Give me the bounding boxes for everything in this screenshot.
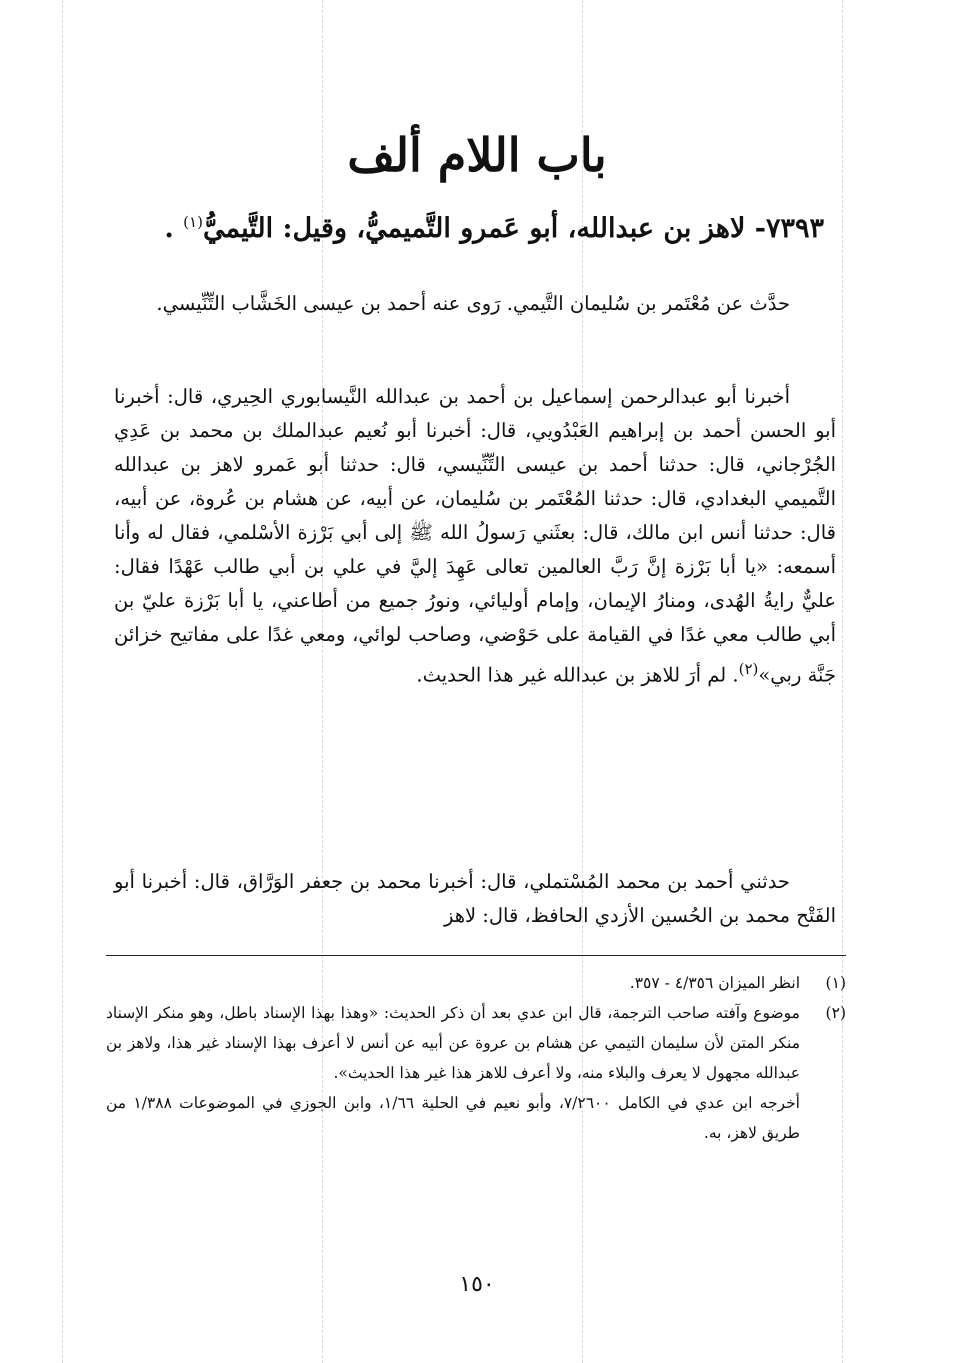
footnote-number: (١) [825, 974, 846, 992]
footnote-item [106, 998, 846, 1088]
footnote-continuation: أخرجه ابن عدي في الكامل ٧/٢٦٠٠، وأبو نعيم في الحلية ١/٦٦، وابن الجوزي في الموضوعات ١/٣٨٨ من طريق لاهز، به. [106, 1094, 800, 1142]
footnote-ref[interactable]: (٢) [738, 660, 759, 678]
margin-guide [842, 0, 843, 1363]
page-number: ١٥٠ [459, 1272, 495, 1297]
footnote-divider [106, 955, 846, 956]
paragraph-1 [114, 287, 836, 321]
footnotes [106, 968, 846, 1148]
footnote-text: موضوع وآفته صاحب الترجمة، قال ابن عدي بعد أن ذكر الحديث: «وهذا بهذا الإسناد باطل، وهو منكر الإسناد منكر المتن لأن سليمان التيمي عن هشام بن عروة عن أبيه عن أنس لا أعرف بهذا الإسناد غير هذا، ولاهز بن عبدالله مجهول لا يعرف والبلاء منه، ولا أعرف للاهز هذا غير هذا الحديث». [106, 1004, 800, 1082]
paragraph-text: حدَّث عن مُعْتَمر بن سُليمان التَّيمي. رَوى عنه أحمد بن عيسى الخَشَّاب التِّنِّيسي. [156, 292, 790, 315]
margin-guide [62, 0, 63, 1363]
footnote-item [106, 968, 846, 998]
footnote-ref[interactable]: (١) [183, 213, 203, 231]
chapter-title: باب اللام ألف [347, 128, 607, 182]
paragraph-text [114, 380, 836, 693]
footnote-text: انظر الميزان ٤/٣٥٦ - ٣٥٧. [629, 974, 800, 992]
paragraph-body-end: . لم أرَ للاهز بن عبدالله غير هذا الحديث. [416, 663, 739, 687]
entry-heading-text: ٧٣٩٣- لاهز بن عبدالله، أبو عَمرو التَّميميُّ، وقيل: التَّيميُّ [202, 213, 824, 244]
paragraph-body: أخبرنا أبو عبدالرحمن إسماعيل بن أحمد بن عبدالله النَّيسابوري الحِيري، قال: أخبرنا أبو الحسن أحمد بن إبراهيم العَبْدُويي، قال: أخبرنا أبو نُعيم عبدالملك بن محمد بن عَدِي الجُرْجاني، قال: حدثنا أحمد بن عيسى التِّنِّيسي، قال: حدثنا أبو عَمرو لاهز بن عبدالله التَّميمي البغدادي، قال: حدثنا المُعْتَمر بن سُليمان، عن أبيه، عن هشام بن عُروة، عن أبيه، قال: حدثنا أنس ابن مالك، قال: بعثَني رَسولُ الله ﷺ إلى أبي بَرْزة الأسْلمي، فقال له وأنا أسمعه: «يا أبا بَرْزة إنَّ رَبَّ العالمين تعالى عَهِدَ إليَّ في علي بن أبي طالب عَهْدًا فقال: عليٌّ رايةُ الهُدى، ومنارُ الإيمان، وإمام أوليائي، ونورُ جميع من أطاعني، يا أبا بَرْزة عليّ بن أبي طالب معي غدًا في القيامة على حَوْضي، وصاحب لوائي، ومعي غدًا على مفاتيح خزائن جَنَّة ربي» [114, 385, 836, 687]
paragraph-2 [114, 380, 836, 693]
paragraph-text: حدثني أحمد بن محمد المُسْتملي، قال: أخبرنا محمد بن جعفر الوَرَّاق، قال: أخبرنا أبو الفَتْح محمد بن الحُسين الأزدي الحافظ، قال: لاهز [114, 870, 836, 927]
entry-heading-end: . [164, 213, 184, 244]
paragraph-3 [114, 865, 836, 933]
footnote-number: (٢) [825, 1004, 846, 1022]
entry-heading [124, 213, 824, 244]
